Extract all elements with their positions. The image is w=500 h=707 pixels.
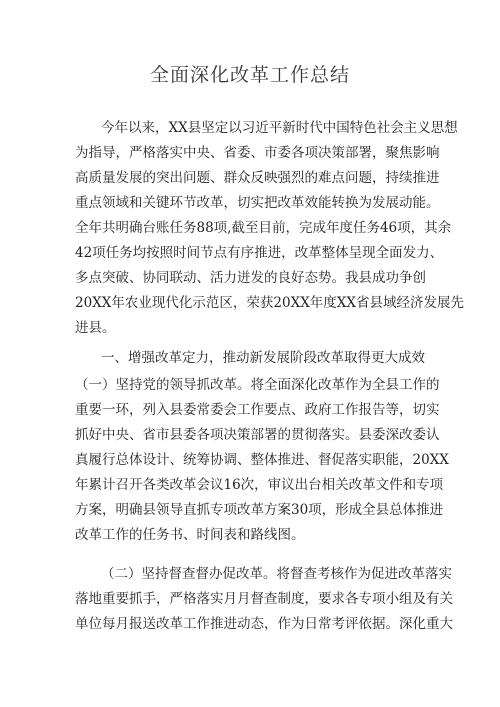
text-line: 方案，明确县领导直抓专项改革方案30项，形成全县总体推进 xyxy=(75,502,444,518)
text-line: 42项任务均按照时间节点有序推进，改革整体呈现全面发力、 xyxy=(75,245,444,261)
text-line: 重要一环，列入县委常委会工作要点、政府工作报告等，切实 xyxy=(75,402,440,418)
text-line: （二）坚持督查督办促改革。将督查考核作为促进改革落实 xyxy=(101,566,452,582)
text-line: 单位每月报送改革工作推进动态，作为日常考评依据。深化重大 xyxy=(75,616,453,632)
text-line: 重点领域和关键环节改革，切实把改革效能转换为发展动能。 xyxy=(75,195,440,211)
document-title: 全面深化改革工作总结 xyxy=(149,64,350,86)
text-line: 为指导，严格落实中央、省委、市委各项决策部署，聚焦影响 xyxy=(75,145,440,161)
text-line: 年累计召开各类改革会议16次，审议出台相关改革文件和专项 xyxy=(75,477,444,493)
text-line: 20XX年农业现代化示范区，荣获20XX年度XX省县域经济发展先 xyxy=(75,295,465,311)
text-line: 今年以来，XX县坚定以习近平新时代中国特色社会主义思想 xyxy=(101,120,458,136)
text-line: 高质量发展的突出问题、群众反映强烈的难点问题，持续推进 xyxy=(75,170,440,186)
text-line: 改革工作的任务书、时间表和路线图。 xyxy=(75,527,305,543)
text-line: 落地重要抓手，严格落实月月督查制度，要求各专项小组及有关 xyxy=(75,591,453,607)
text-line: 真履行总体设计、统筹协调、整体推进、督促落实职能，20XX xyxy=(75,452,449,468)
text-line: 抓好中央、省市县委各项决策部署的贯彻落实。县委深改委认 xyxy=(75,427,440,443)
text-line: 多点突破、协同联动、活力迸发的良好态势。我县成功争创 xyxy=(75,270,426,286)
text-line: 全年共明确台账任务88项,截至目前，完成年度任务46项，其余 xyxy=(75,220,452,236)
text-line: （一）坚持党的领导抓改革。将全面深化改革作为全县工作的 xyxy=(75,377,440,393)
section-heading: 一、增强改革定力，推动新发展阶段改革取得更大成效 xyxy=(101,350,425,366)
text-line: 进县。 xyxy=(75,320,116,336)
